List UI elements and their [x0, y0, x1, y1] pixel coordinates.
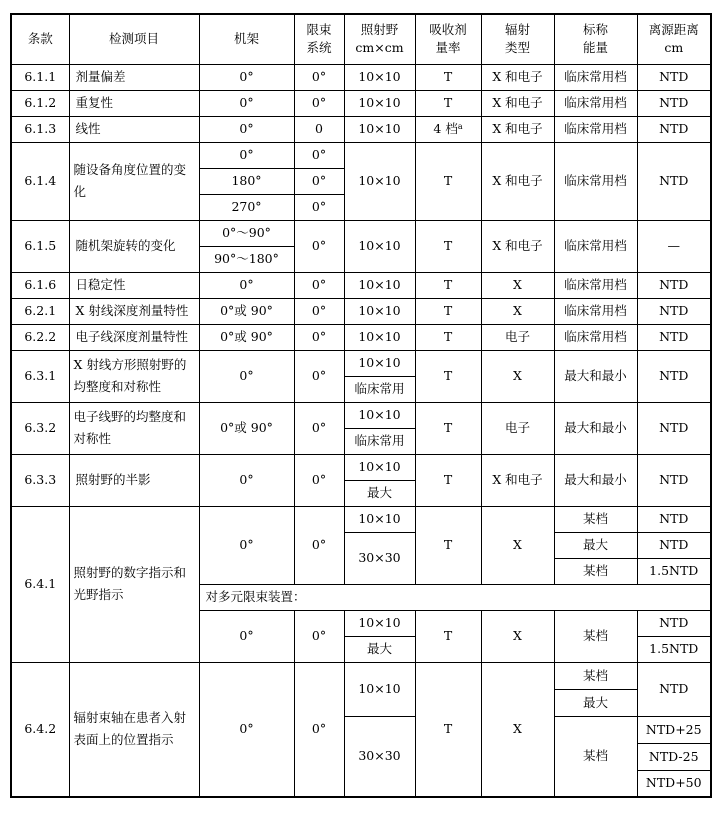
header-item: 检测项目: [69, 14, 199, 64]
table-row: [11, 350, 711, 376]
table-row: [11, 662, 711, 689]
clause-cell: 6.1.4: [11, 142, 69, 220]
field-cell: 10×10: [344, 324, 415, 350]
clause-cell: 6.1.5: [11, 220, 69, 272]
item-cell: 日稳定性: [69, 272, 199, 298]
gantry-cell: 0°: [199, 610, 294, 662]
field-cell: 10×10: [344, 610, 415, 636]
distance-cell: NTD: [637, 142, 711, 220]
dose-rate-cell: T: [415, 506, 481, 584]
energy-cell: 临床常用档: [554, 64, 637, 90]
radiation-cell: X 和电子: [481, 454, 554, 506]
distance-cell: NTD: [637, 350, 711, 402]
dose-rate-cell: T: [415, 402, 481, 454]
field-cell: 10×10: [344, 662, 415, 716]
header-absorbed-line1: 吸收剂: [429, 22, 467, 38]
item-cell: 照射野的数字指示和光野指示: [69, 506, 199, 662]
radiation-cell: X: [481, 272, 554, 298]
collimator-cell: 0°: [294, 64, 344, 90]
gantry-cell: 0°: [199, 64, 294, 90]
radiation-cell: 电子: [481, 402, 554, 454]
distance-cell: NTD: [637, 454, 711, 506]
distance-cell: NTD+25: [637, 716, 711, 743]
item-cell: 线性: [69, 116, 199, 142]
field-cell: 最大: [344, 636, 415, 662]
dose-rate-cell: T: [415, 350, 481, 402]
dose-rate-cell: T: [415, 298, 481, 324]
distance-cell: NTD: [637, 116, 711, 142]
dose-rate-cell: T: [415, 64, 481, 90]
gantry-cell: 0°: [199, 272, 294, 298]
dose-rate-cell: [415, 116, 481, 142]
gantry-cell: 0°～90°: [199, 220, 294, 246]
item-cell: 重复性: [69, 90, 199, 116]
distance-cell: NTD: [637, 90, 711, 116]
radiation-cell: 电子: [481, 324, 554, 350]
field-cell: 10×10: [344, 90, 415, 116]
gantry-cell: 0°: [199, 454, 294, 506]
header-collimator-line2: 系统: [306, 40, 332, 56]
table-row: [11, 64, 711, 90]
energy-cell: 临床常用档: [554, 272, 637, 298]
collimator-cell: 0°: [294, 194, 344, 220]
gantry-cell: 180°: [199, 168, 294, 194]
energy-cell: 最大和最小: [554, 402, 637, 454]
distance-cell: NTD: [637, 506, 711, 532]
table-row: [11, 298, 711, 324]
dose-rate-cell: T: [415, 272, 481, 298]
header-field-line2: cm×cm: [355, 40, 404, 56]
item-cell: 电子线深度剂量特性: [69, 324, 199, 350]
dose-rate-cell: T: [415, 610, 481, 662]
gantry-cell: 0°或 90°: [199, 324, 294, 350]
clause-cell: 6.3.2: [11, 402, 69, 454]
clause-cell: 6.2.2: [11, 324, 69, 350]
distance-cell: NTD: [637, 402, 711, 454]
clause-cell: 6.1.3: [11, 116, 69, 142]
radiation-cell: X: [481, 662, 554, 797]
collimator-cell: 0°: [294, 350, 344, 402]
field-cell: 10×10: [344, 220, 415, 272]
field-cell: 10×10: [344, 350, 415, 376]
field-cell: 最大: [344, 480, 415, 506]
gantry-cell: 0°或 90°: [199, 402, 294, 454]
field-cell: 10×10: [344, 402, 415, 428]
dose-rate-cell: T: [415, 142, 481, 220]
collimator-cell: 0°: [294, 220, 344, 272]
item-cell: 剂量偏差: [69, 64, 199, 90]
collimator-cell: 0°: [294, 662, 344, 797]
energy-cell: 某档: [554, 558, 637, 584]
dose-rate-cell: T: [415, 662, 481, 797]
table-header-row: [11, 14, 711, 64]
energy-cell: 某档: [554, 610, 637, 662]
collimator-cell: 0°: [294, 324, 344, 350]
dose-rate-cell: T: [415, 324, 481, 350]
item-cell: X 射线深度剂量特性: [69, 298, 199, 324]
radiation-cell: X 和电子: [481, 116, 554, 142]
item-cell: X 射线方形照射野的均整度和对称性: [69, 350, 199, 402]
table-row: [11, 272, 711, 298]
collimator-cell: 0°: [294, 142, 344, 168]
header-collimator: [294, 14, 344, 64]
energy-cell: 临床常用档: [554, 142, 637, 220]
field-cell: 10×10: [344, 506, 415, 532]
gantry-cell: 0°: [199, 142, 294, 168]
clause-cell: 6.4.1: [11, 506, 69, 662]
table-row: [11, 506, 711, 532]
table-row: [11, 220, 711, 246]
collimator-cell: 0°: [294, 298, 344, 324]
gantry-cell: 90°～180°: [199, 246, 294, 272]
clause-cell: 6.1.2: [11, 90, 69, 116]
collimator-cell: 0°: [294, 168, 344, 194]
radiation-cell: X 和电子: [481, 90, 554, 116]
header-energy-line1: 标称: [582, 22, 608, 38]
header-distance-line1: 离源距离: [648, 22, 699, 38]
radiation-cell: X 和电子: [481, 142, 554, 220]
header-energy-line2: 能量: [582, 40, 608, 56]
energy-cell: 临床常用档: [554, 90, 637, 116]
dose-rate-cell: T: [415, 220, 481, 272]
energy-cell: 临床常用档: [554, 116, 637, 142]
distance-cell: NTD: [637, 272, 711, 298]
multi-leaf-note: 对多元限束装置：: [199, 584, 711, 610]
energy-cell: 临床常用档: [554, 324, 637, 350]
table-row: [11, 116, 711, 142]
distance-cell: NTD+50: [637, 770, 711, 797]
collimator-cell: 0°: [294, 402, 344, 454]
header-collimator-line1: 限束: [306, 22, 332, 38]
energy-cell: 某档: [554, 662, 637, 689]
radiation-cell: X: [481, 506, 554, 584]
energy-cell: 临床常用档: [554, 220, 637, 272]
header-field-line1: 照射野: [360, 22, 399, 38]
field-cell: 10×10: [344, 64, 415, 90]
distance-cell: NTD: [637, 610, 711, 636]
gantry-cell: 0°: [199, 506, 294, 584]
gantry-cell: 270°: [199, 194, 294, 220]
header-radiation-line1: 辐射: [504, 22, 530, 38]
table-row: [11, 324, 711, 350]
distance-cell: NTD: [637, 324, 711, 350]
gantry-cell: 0°或 90°: [199, 298, 294, 324]
field-cell: 10×10: [344, 272, 415, 298]
table-row: [11, 90, 711, 116]
field-cell: 30×30: [344, 716, 415, 797]
header-distance-line2: cm: [664, 40, 684, 56]
distance-cell: NTD: [637, 532, 711, 558]
clause-cell: 6.3.1: [11, 350, 69, 402]
energy-cell: 最大: [554, 532, 637, 558]
dose-rate-value: 4 档: [433, 121, 458, 136]
field-cell: 临床常用: [344, 428, 415, 454]
header-clause: 条款: [11, 14, 69, 64]
header-gantry: 机架: [199, 14, 294, 64]
header-absorbed-line2: 量率: [435, 40, 461, 56]
radiation-cell: X 和电子: [481, 220, 554, 272]
energy-cell: 某档: [554, 716, 637, 797]
header-radiation: [481, 14, 554, 64]
radiation-cell: X: [481, 610, 554, 662]
clause-cell: 6.2.1: [11, 298, 69, 324]
item-cell: 辐射束轴在患者入射表面上的位置指示: [69, 662, 199, 797]
distance-cell: —: [637, 220, 711, 272]
header-radiation-line2: 类型: [504, 40, 530, 56]
item-cell: 电子线野的均整度和对称性: [69, 402, 199, 454]
collimator-cell: 0°: [294, 610, 344, 662]
energy-cell: 最大: [554, 689, 637, 716]
item-cell: 随设备角度位置的变化: [69, 142, 199, 220]
dose-rate-cell: T: [415, 454, 481, 506]
header-energy: [554, 14, 637, 64]
energy-cell: 临床常用档: [554, 298, 637, 324]
gantry-cell: 0°: [199, 662, 294, 797]
distance-cell: 1.5NTD: [637, 636, 711, 662]
distance-cell: 1.5NTD: [637, 558, 711, 584]
gantry-cell: 0°: [199, 116, 294, 142]
collimator-cell: 0°: [294, 506, 344, 584]
distance-cell: NTD: [637, 662, 711, 716]
radiation-cell: X: [481, 350, 554, 402]
clause-cell: 6.1.1: [11, 64, 69, 90]
gantry-cell: 0°: [199, 350, 294, 402]
collimator-cell: 0°: [294, 454, 344, 506]
field-cell: 10×10: [344, 142, 415, 220]
distance-cell: NTD: [637, 298, 711, 324]
clause-cell: 6.1.6: [11, 272, 69, 298]
field-cell: 30×30: [344, 532, 415, 584]
gantry-cell: 0°: [199, 90, 294, 116]
table-row: [11, 142, 711, 168]
collimator-cell: 0°: [294, 90, 344, 116]
header-absorbed-dose: [415, 14, 481, 64]
field-cell: 10×10: [344, 116, 415, 142]
test-parameters-table: [10, 13, 712, 798]
energy-cell: 某档: [554, 506, 637, 532]
dose-rate-cell: T: [415, 90, 481, 116]
distance-cell: NTD-25: [637, 743, 711, 770]
clause-cell: 6.3.3: [11, 454, 69, 506]
energy-cell: 最大和最小: [554, 350, 637, 402]
energy-cell: 最大和最小: [554, 454, 637, 506]
distance-cell: NTD: [637, 64, 711, 90]
table-row: [11, 454, 711, 480]
header-field: [344, 14, 415, 64]
field-cell: 10×10: [344, 454, 415, 480]
table-row: [11, 402, 711, 428]
item-cell: 照射野的半影: [69, 454, 199, 506]
collimator-cell: 0°: [294, 272, 344, 298]
item-cell: 随机架旋转的变化: [69, 220, 199, 272]
radiation-cell: X 和电子: [481, 64, 554, 90]
header-distance: [637, 14, 711, 64]
clause-cell: 6.4.2: [11, 662, 69, 797]
field-cell: 10×10: [344, 298, 415, 324]
radiation-cell: X: [481, 298, 554, 324]
footnote-marker: a: [457, 122, 463, 131]
field-cell: 临床常用: [344, 376, 415, 402]
collimator-cell: 0: [294, 116, 344, 142]
